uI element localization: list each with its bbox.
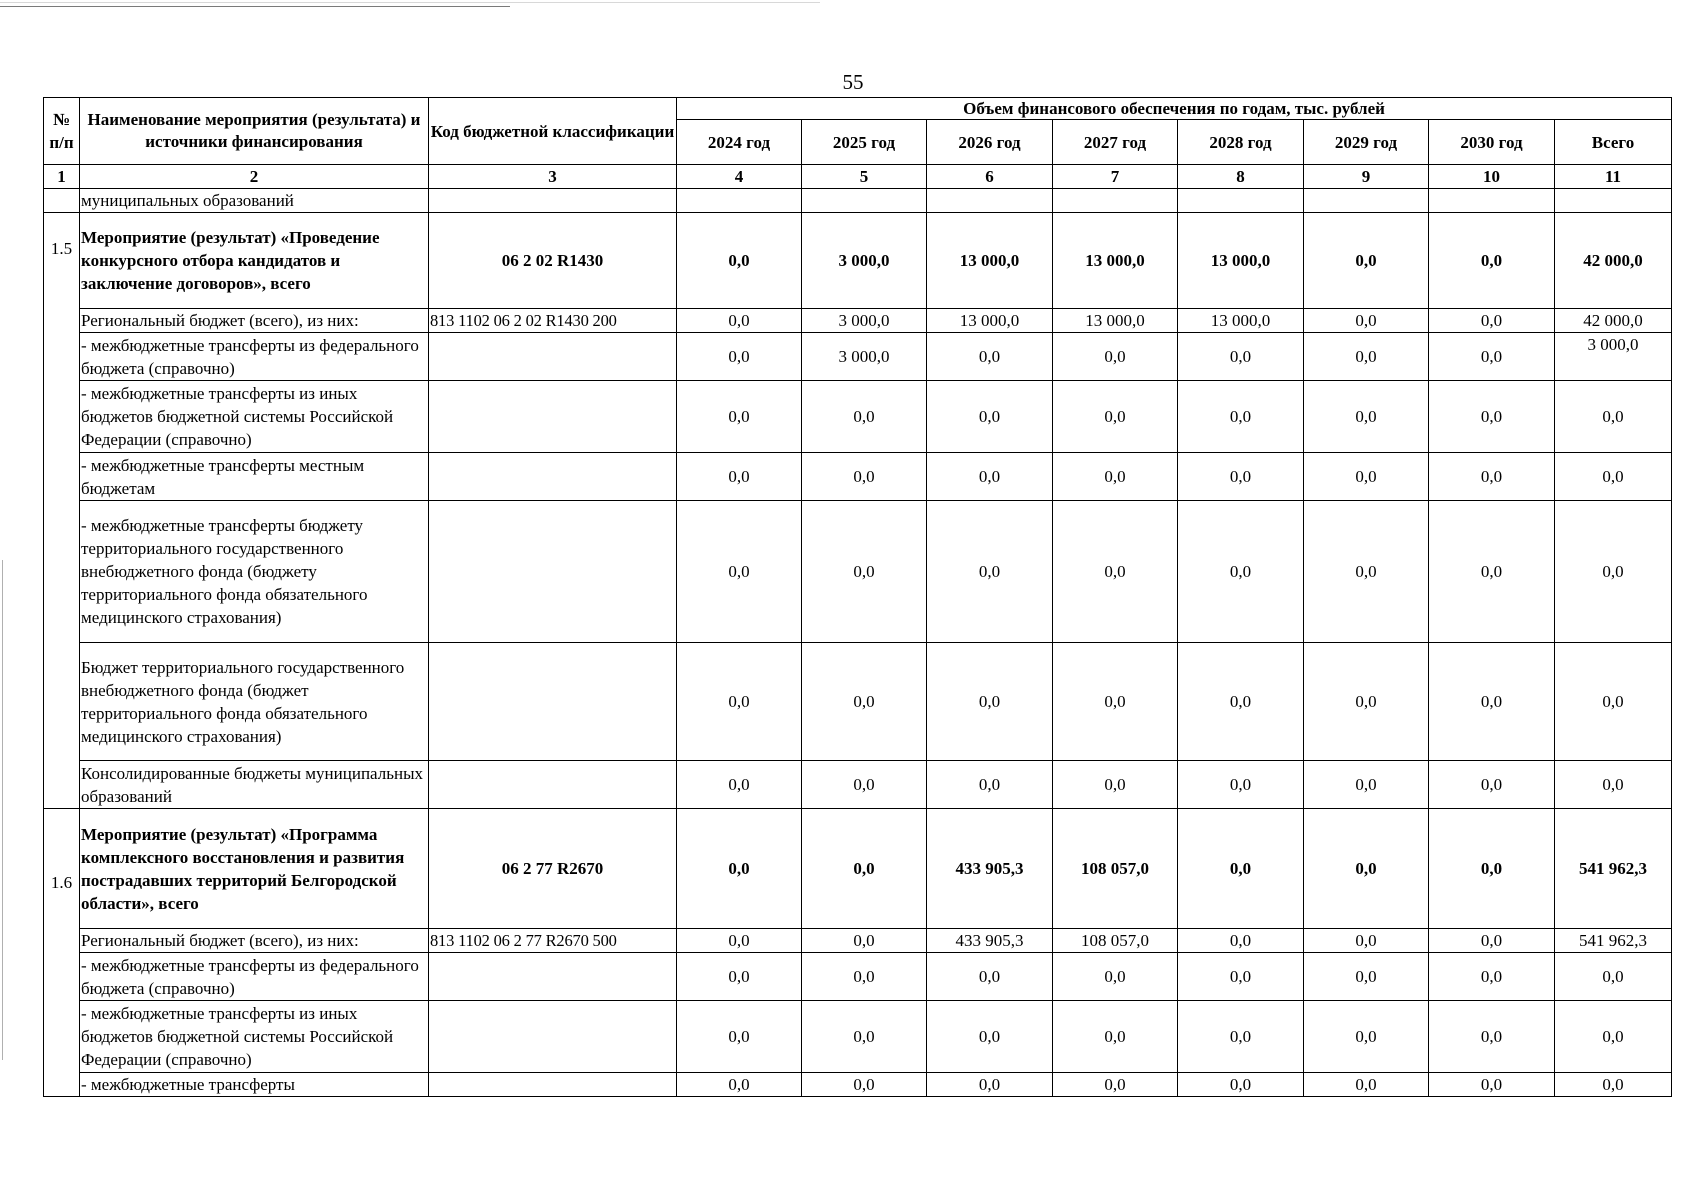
- value-cell: 0,0: [1304, 643, 1429, 761]
- value-cell: 0,0: [677, 1001, 802, 1073]
- column-index: 5: [802, 165, 927, 189]
- value-cell: 0,0: [1429, 1073, 1555, 1097]
- value-cell: 0,0: [1304, 1001, 1429, 1073]
- value-cell: 0,0: [1053, 1073, 1178, 1097]
- value-cell: 0,0: [1429, 809, 1555, 929]
- header-funding: Объем финансового обеспечения по годам, тыс. рублей: [677, 98, 1672, 120]
- value-cell: 13 000,0: [1178, 213, 1304, 309]
- header-year-2027: 2027 год: [1053, 120, 1178, 165]
- value-cell: 0,0: [802, 1001, 927, 1073]
- scan-artifact-margin: [2, 560, 3, 1060]
- value-cell: 108 057,0: [1053, 929, 1178, 953]
- total-cell: 0,0: [1555, 953, 1672, 1001]
- row-code: [429, 761, 677, 809]
- total-cell: 42 000,0: [1555, 213, 1672, 309]
- column-index: 11: [1555, 165, 1672, 189]
- value-cell: 0,0: [1429, 1001, 1555, 1073]
- table-row: [44, 643, 1672, 761]
- value-cell: 3 000,0: [802, 213, 927, 309]
- value-cell: 0,0: [677, 333, 802, 381]
- value-cell: 0,0: [927, 953, 1053, 1001]
- row-code: [429, 333, 677, 381]
- total-cell: 3 000,0: [1555, 333, 1672, 381]
- value-cell: 0,0: [677, 501, 802, 643]
- row-code: [429, 501, 677, 643]
- value-cell: 0,0: [1053, 453, 1178, 501]
- header-year-2029: 2029 год: [1304, 120, 1429, 165]
- table-row: [44, 453, 1672, 501]
- value-cell: 0,0: [677, 809, 802, 929]
- table-row: [44, 761, 1672, 809]
- value-cell: 0,0: [1053, 381, 1178, 453]
- total-cell: 541 962,3: [1555, 929, 1672, 953]
- value-cell: 0,0: [677, 453, 802, 501]
- value-cell: 0,0: [802, 929, 927, 953]
- value-cell: 0,0: [802, 809, 927, 929]
- value-cell: 0,0: [1178, 1073, 1304, 1097]
- column-index: 9: [1304, 165, 1429, 189]
- total-cell: 0,0: [1555, 453, 1672, 501]
- row-name: - межбюджетные трансферты из иных бюджетов бюджетной системы Российской Федерации (справочно): [80, 381, 429, 453]
- value-cell: 0,0: [677, 1073, 802, 1097]
- row-code: 813 1102 06 2 02 R1430 200: [429, 309, 677, 333]
- value-cell: 0,0: [1178, 1001, 1304, 1073]
- column-index: 6: [927, 165, 1053, 189]
- value-cell: 0,0: [677, 381, 802, 453]
- value-cell: 0,0: [802, 643, 927, 761]
- value-cell: 0,0: [927, 381, 1053, 453]
- column-index: 3: [429, 165, 677, 189]
- total-cell: 0,0: [1555, 1073, 1672, 1097]
- total-cell: 0,0: [1555, 501, 1672, 643]
- value-cell: 0,0: [1178, 953, 1304, 1001]
- row-number: 1.6: [44, 809, 80, 1097]
- value-cell: 3 000,0: [802, 333, 927, 381]
- page-number: 55: [842, 70, 864, 94]
- table-row: [44, 953, 1672, 1001]
- header-year-2026: 2026 год: [927, 120, 1053, 165]
- value-cell: 0,0: [1178, 381, 1304, 453]
- header-name: Наименование мероприятия (результата) и источники финансирования: [80, 98, 429, 165]
- value-cell: 0,0: [677, 953, 802, 1001]
- section-code: 06 2 77 R2670: [429, 809, 677, 929]
- scan-artifact-line: [0, 6, 510, 7]
- value-cell: 0,0: [1053, 643, 1178, 761]
- row-name: Региональный бюджет (всего), из них:: [80, 309, 429, 333]
- scan-artifact-line: [0, 2, 820, 3]
- budget-table: [43, 97, 1672, 1097]
- value-cell: 0,0: [1178, 453, 1304, 501]
- value-cell: 0,0: [1429, 381, 1555, 453]
- value-cell: 0,0: [1053, 333, 1178, 381]
- value-cell: 0,0: [1429, 333, 1555, 381]
- value-cell: 108 057,0: [1053, 809, 1178, 929]
- table-row: [44, 189, 1672, 213]
- header-no: № п/п: [44, 98, 80, 165]
- value-cell: 0,0: [1178, 643, 1304, 761]
- total-cell: 0,0: [1555, 643, 1672, 761]
- value-cell: 0,0: [1178, 761, 1304, 809]
- value-cell: 0,0: [802, 381, 927, 453]
- section-code: 06 2 02 R1430: [429, 213, 677, 309]
- value-cell: 3 000,0: [802, 309, 927, 333]
- row-name: Региональный бюджет (всего), из них:: [80, 929, 429, 953]
- value-cell: 0,0: [1178, 809, 1304, 929]
- value-cell: 0,0: [1053, 953, 1178, 1001]
- value-cell: 0,0: [677, 929, 802, 953]
- total-cell: 0,0: [1555, 1001, 1672, 1073]
- row-name: - межбюджетные трансферты местным бюджетам: [80, 453, 429, 501]
- value-cell: 0,0: [1304, 929, 1429, 953]
- value-cell: 13 000,0: [927, 309, 1053, 333]
- value-cell: 433 905,3: [927, 929, 1053, 953]
- row-name: - межбюджетные трансферты: [80, 1073, 429, 1097]
- value-cell: 0,0: [1304, 501, 1429, 643]
- value-cell: 0,0: [802, 1073, 927, 1097]
- value-cell: 0,0: [1304, 309, 1429, 333]
- value-cell: 0,0: [1429, 761, 1555, 809]
- total-cell: 0,0: [1555, 761, 1672, 809]
- row-name: - межбюджетные трансферты из федерального бюджета (справочно): [80, 953, 429, 1001]
- column-index-row: [44, 165, 1672, 189]
- value-cell: 0,0: [677, 643, 802, 761]
- column-index: 4: [677, 165, 802, 189]
- value-cell: 13 000,0: [1178, 309, 1304, 333]
- value-cell: 0,0: [802, 953, 927, 1001]
- header-year-2025: 2025 год: [802, 120, 927, 165]
- table-row: [44, 309, 1672, 333]
- value-cell: 0,0: [927, 333, 1053, 381]
- section-title: Мероприятие (результат) «Проведение конкурсного отбора кандидатов и заключение договоров», всего: [80, 213, 429, 309]
- value-cell: 0,0: [1429, 213, 1555, 309]
- header-year-2024: 2024 год: [677, 120, 802, 165]
- row-name: Консолидированные бюджеты муниципальных образований: [80, 761, 429, 809]
- value-cell: 0,0: [1178, 929, 1304, 953]
- row-code: 813 1102 06 2 77 R2670 500: [429, 929, 677, 953]
- table-header: [44, 98, 1672, 189]
- value-cell: 13 000,0: [1053, 309, 1178, 333]
- value-cell: 0,0: [1429, 453, 1555, 501]
- value-cell: 0,0: [677, 761, 802, 809]
- row-name: муниципальных образований: [80, 189, 429, 213]
- value-cell: 0,0: [1304, 453, 1429, 501]
- section-title: Мероприятие (результат) «Программа комплексного восстановления и развития пострадавших территорий Белгородской области», всего: [80, 809, 429, 929]
- row-code: [429, 1073, 677, 1097]
- value-cell: 433 905,3: [927, 809, 1053, 929]
- row-code: [429, 1001, 677, 1073]
- value-cell: 0,0: [1429, 643, 1555, 761]
- value-cell: 0,0: [802, 453, 927, 501]
- row-name: Бюджет территориального государственного внебюджетного фонда (бюджет территориального фонда обязательного медицинского страхования): [80, 643, 429, 761]
- table-row: [44, 501, 1672, 643]
- row-name: - межбюджетные трансферты бюджету территориального государственного внебюджетного фонда (бюджету территориального фонда обязательного медицинского страхования): [80, 501, 429, 643]
- table-row: [44, 333, 1672, 381]
- value-cell: 0,0: [1053, 761, 1178, 809]
- table-row: [44, 1073, 1672, 1097]
- table-body: [44, 189, 1672, 1097]
- section-title-row: [44, 213, 1672, 309]
- column-index: 10: [1429, 165, 1555, 189]
- value-cell: 0,0: [927, 1073, 1053, 1097]
- total-cell: 541 962,3: [1555, 809, 1672, 929]
- value-cell: 0,0: [677, 213, 802, 309]
- value-cell: 0,0: [1429, 953, 1555, 1001]
- value-cell: 0,0: [1429, 501, 1555, 643]
- value-cell: 0,0: [1429, 929, 1555, 953]
- table-row: [44, 929, 1672, 953]
- value-cell: 13 000,0: [927, 213, 1053, 309]
- value-cell: 0,0: [927, 761, 1053, 809]
- row-code: [429, 953, 677, 1001]
- row-code: [429, 453, 677, 501]
- value-cell: 0,0: [1053, 1001, 1178, 1073]
- total-cell: 0,0: [1555, 381, 1672, 453]
- value-cell: 0,0: [1304, 761, 1429, 809]
- value-cell: 0,0: [1429, 309, 1555, 333]
- value-cell: 0,0: [1304, 381, 1429, 453]
- value-cell: 0,0: [677, 309, 802, 333]
- value-cell: 0,0: [1304, 213, 1429, 309]
- header-year-2030: 2030 год: [1429, 120, 1555, 165]
- column-index: 8: [1178, 165, 1304, 189]
- total-cell: 42 000,0: [1555, 309, 1672, 333]
- value-cell: 0,0: [1178, 501, 1304, 643]
- value-cell: 0,0: [1304, 953, 1429, 1001]
- value-cell: 13 000,0: [1053, 213, 1178, 309]
- value-cell: 0,0: [802, 501, 927, 643]
- section-title-row: [44, 809, 1672, 929]
- value-cell: 0,0: [1178, 333, 1304, 381]
- value-cell: 0,0: [927, 453, 1053, 501]
- value-cell: 0,0: [1304, 1073, 1429, 1097]
- row-name: - межбюджетные трансферты из иных бюджетов бюджетной системы Российской Федерации (справочно): [80, 1001, 429, 1073]
- value-cell: 0,0: [1304, 333, 1429, 381]
- column-index: 7: [1053, 165, 1178, 189]
- column-index: 1: [44, 165, 80, 189]
- header-code: Код бюджетной классификации: [429, 98, 677, 165]
- row-code: [429, 381, 677, 453]
- header-total: Всего: [1555, 120, 1672, 165]
- column-index: 2: [80, 165, 429, 189]
- row-number: 1.5: [44, 213, 80, 809]
- table-row: [44, 1001, 1672, 1073]
- header-year-2028: 2028 год: [1178, 120, 1304, 165]
- value-cell: 0,0: [1053, 501, 1178, 643]
- value-cell: 0,0: [927, 643, 1053, 761]
- table-row: [44, 381, 1672, 453]
- value-cell: 0,0: [802, 761, 927, 809]
- row-name: - межбюджетные трансферты из федерального бюджета (справочно): [80, 333, 429, 381]
- value-cell: 0,0: [927, 501, 1053, 643]
- value-cell: 0,0: [927, 1001, 1053, 1073]
- value-cell: 0,0: [1304, 809, 1429, 929]
- row-code: [429, 643, 677, 761]
